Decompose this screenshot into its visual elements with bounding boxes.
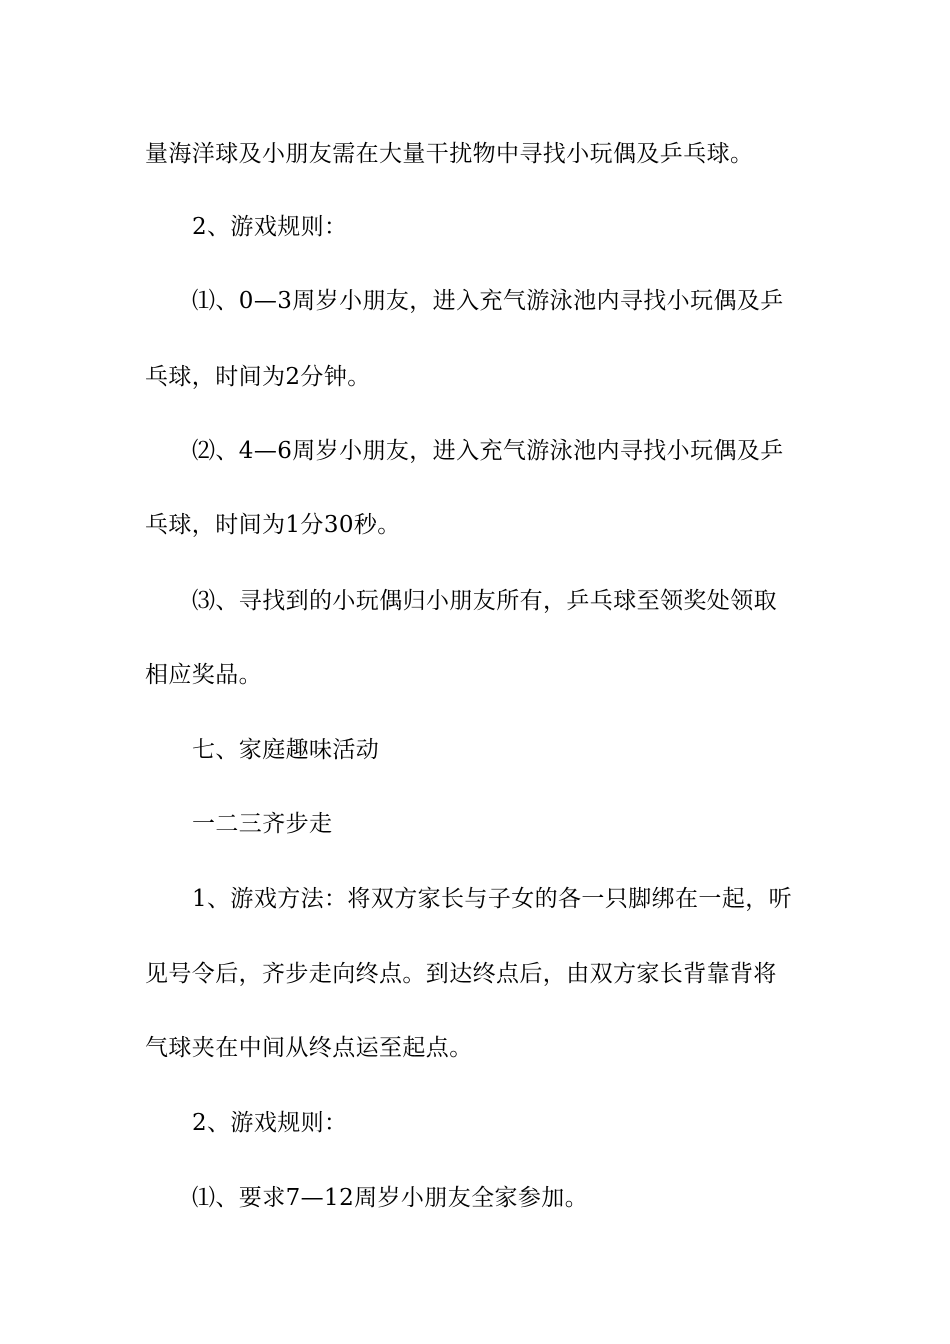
text-line-5: ⑵、4—6周岁小朋友，进入充气游泳池内寻找小玩偶及乒 xyxy=(192,438,784,464)
text-line-8: 相应奖品。 xyxy=(145,662,262,688)
text-line-11: 1、游戏方法：将双方家长与子女的各一只脚绑在一起，听 xyxy=(192,886,793,912)
text-line-15: ⑴、要求7—12周岁小朋友全家参加。 xyxy=(192,1185,589,1211)
text-line-12: 见号令后，齐步走向终点。到达终点后，由双方家长背靠背将 xyxy=(145,961,777,987)
activity-title: 一二三齐步走 xyxy=(192,811,333,837)
text-line-6: 乓球，时间为1分30秒。 xyxy=(145,512,401,538)
text-line-2: 2、游戏规则： xyxy=(192,214,348,240)
text-line-1: 量海洋球及小朋友需在大量干扰物中寻找小玩偶及乒乓球。 xyxy=(145,141,754,167)
text-line-3: ⑴、0—3周岁小朋友，进入充气游泳池内寻找小玩偶及乒 xyxy=(192,288,784,314)
text-line-14: 2、游戏规则： xyxy=(192,1110,348,1136)
text-line-4: 乓球，时间为2分钟。 xyxy=(145,364,371,390)
text-line-7: ⑶、寻找到的小玩偶归小朋友所有，乒乓球至领奖处领取 xyxy=(192,588,777,614)
section-heading: 七、家庭趣味活动 xyxy=(192,737,380,763)
text-line-13: 气球夹在中间从终点运至起点。 xyxy=(145,1035,473,1061)
